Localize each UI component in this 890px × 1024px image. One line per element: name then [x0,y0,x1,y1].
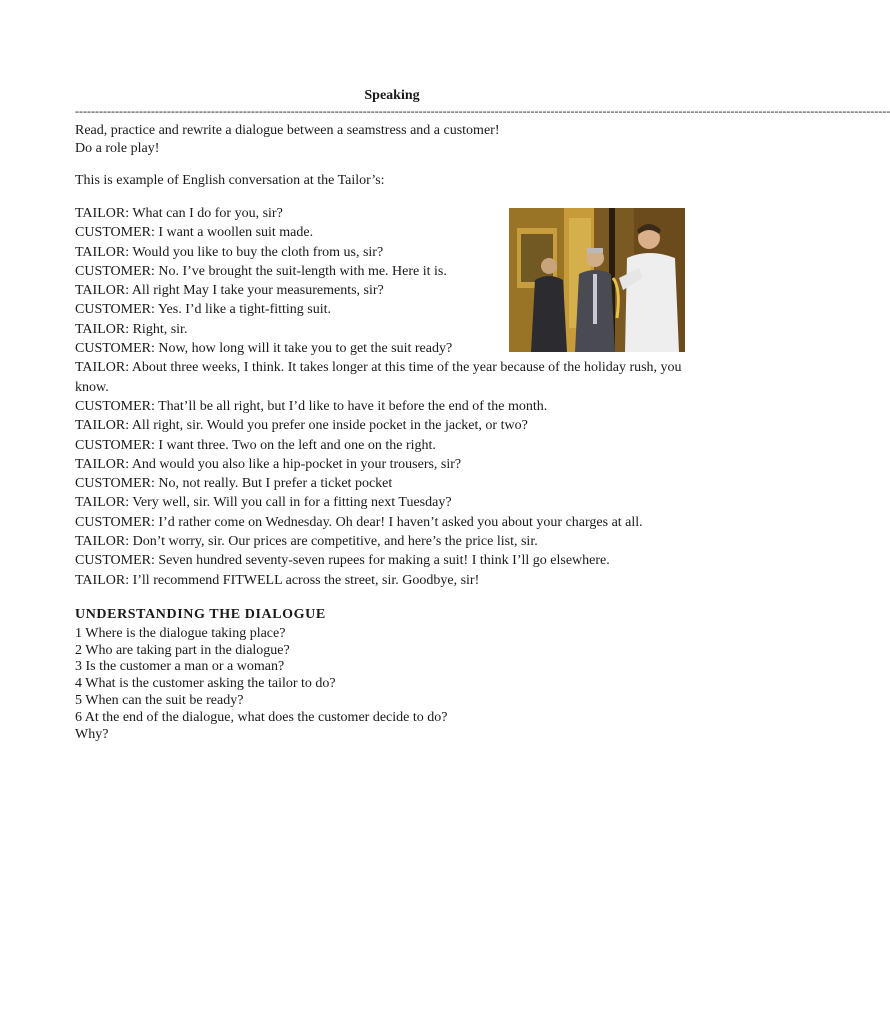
dialogue-line: TAILOR: Right, sir. [75,321,188,337]
dialogue-line: TAILOR: What can I do for you, sir? [75,206,283,221]
dialogue-line: TAILOR: All right, sir. Would you prefer one inside pocket in the jacket, or two? [75,418,528,434]
understanding-heading: UNDERSTANDING THE DIALOGUE [75,607,326,622]
intro-block [75,122,715,157]
example-intro: This is example of English conversation at the Tailor’s: [75,173,385,188]
understanding-section [75,607,475,743]
dialogue-line: TAILOR: Don’t worry, sir. Our prices are competitive, and here’s the price list, sir. [75,534,538,550]
dialogue-line: CUSTOMER: No, not really. But I prefer a ticket pocket [75,476,393,492]
intro-instruction: Read, practice and rewrite a dialogue between a seamstress and a customer! [75,123,500,138]
question-item: 1 Where is the dialogue taking place? [75,625,286,641]
question-item: 3 Is the customer a man or a woman? [75,659,285,675]
question-item: 4 What is the customer asking the tailor to do? [75,676,336,692]
dialogue-line: CUSTOMER: I’d rather come on Wednesday. Oh dear! I haven’t asked you about your charges at all. [75,514,643,530]
tailor-shop-photo [509,208,685,352]
dialogue-line: TAILOR: All right May I take your measurements, sir? [75,283,384,299]
question-item: 2 Who are taking part in the dialogue? [75,642,290,658]
dialogue-line: TAILOR: And would you also like a hip-pocket in your trousers, sir? [75,456,462,472]
dialogue-line: CUSTOMER: That’ll be all right, but I’d like to have it before the end of the month. [75,398,548,414]
dialogue-line: TAILOR: About three weeks, I think. It takes longer at this time of the year because of the holiday rush, you know. [75,360,682,395]
dialogue-line: CUSTOMER: I want three. Two on the left and one on the right. [75,437,436,453]
dialogue-line: CUSTOMER: No. I’ve brought the suit-length with me. Here it is. [75,263,447,279]
dialogue-line: TAILOR: Very well, sir. Will you call in for a fitting next Tuesday? [75,495,452,511]
dialogue-line: TAILOR: I’ll recommend FITWELL across the street, sir. Goodbye, sir! [75,572,480,588]
dialogue-line: CUSTOMER: Yes. I’d like a tight-fitting suit. [75,302,332,318]
intro-roleplay: Do a role play! [75,140,160,156]
dashed-separator: ------------------------------------------------------------------------------------------------------------------------------------------------------------------------------------------------------------ [75,104,890,118]
page-title: Speaking [364,88,420,103]
dialogue-line: CUSTOMER: Seven hundred seventy-seven rupees for making a suit! I think I’ll go elsewhere. [75,553,610,569]
question-item: 6 At the end of the dialogue, what does the customer decide to do? Why? [75,709,448,742]
question-item: 5 When can the suit be ready? [75,692,244,708]
dialogue-line: CUSTOMER: Now, how long will it take you to get the suit ready? [75,341,453,357]
dialogue-line: CUSTOMER: I want a woollen suit made. [75,225,314,241]
dialogue-line: TAILOR: Would you like to buy the cloth from us, sir? [75,244,384,260]
